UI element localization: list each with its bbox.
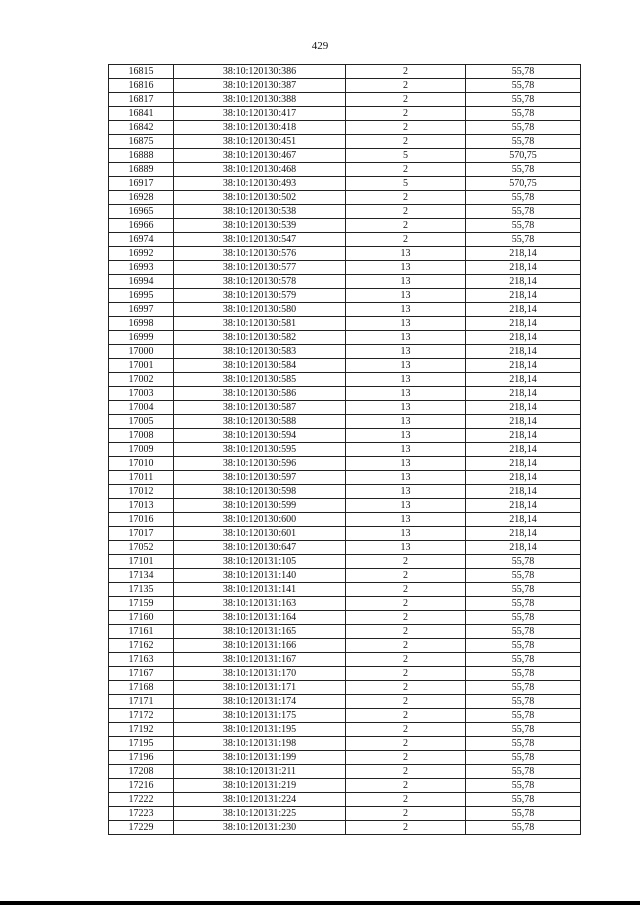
- row-number-cell: 17159: [109, 597, 174, 611]
- row-number-cell: 16997: [109, 303, 174, 317]
- table-row: [109, 597, 581, 611]
- row-number-cell: 17017: [109, 527, 174, 541]
- quantity-cell: 13: [346, 401, 466, 415]
- row-number-cell: 17135: [109, 583, 174, 597]
- value-cell: 218,14: [466, 247, 581, 261]
- table-row: [109, 65, 581, 79]
- value-cell: 218,14: [466, 527, 581, 541]
- table-row: [109, 667, 581, 681]
- row-number-cell: 17010: [109, 457, 174, 471]
- row-number-cell: 16917: [109, 177, 174, 191]
- quantity-cell: 13: [346, 443, 466, 457]
- row-number-cell: 16815: [109, 65, 174, 79]
- row-number-cell: 17013: [109, 499, 174, 513]
- cadastral-number-cell: 38:10:120130:451: [174, 135, 346, 149]
- cadastral-number-cell: 38:10:120130:595: [174, 443, 346, 457]
- quantity-cell: 13: [346, 387, 466, 401]
- quantity-cell: 13: [346, 513, 466, 527]
- value-cell: 55,78: [466, 79, 581, 93]
- row-number-cell: 17011: [109, 471, 174, 485]
- value-cell: 55,78: [466, 751, 581, 765]
- cadastral-number-cell: 38:10:120130:581: [174, 317, 346, 331]
- row-number-cell: 16842: [109, 121, 174, 135]
- quantity-cell: 13: [346, 247, 466, 261]
- value-cell: 218,14: [466, 429, 581, 443]
- table-row: [109, 639, 581, 653]
- cadastral-number-cell: 38:10:120131:171: [174, 681, 346, 695]
- table-row: [109, 359, 581, 373]
- table-row: [109, 527, 581, 541]
- cadastral-number-cell: 38:10:120131:141: [174, 583, 346, 597]
- table-row: [109, 289, 581, 303]
- quantity-cell: 13: [346, 275, 466, 289]
- cadastral-number-cell: 38:10:120131:167: [174, 653, 346, 667]
- cadastral-number-cell: 38:10:120130:418: [174, 121, 346, 135]
- cadastral-number-cell: 38:10:120130:538: [174, 205, 346, 219]
- table-row: [109, 737, 581, 751]
- quantity-cell: 13: [346, 359, 466, 373]
- page-number: 429: [311, 40, 329, 52]
- table-row: [109, 331, 581, 345]
- value-cell: 218,14: [466, 275, 581, 289]
- row-number-cell: 17229: [109, 821, 174, 835]
- value-cell: 55,78: [466, 737, 581, 751]
- table-row: [109, 303, 581, 317]
- row-number-cell: 16888: [109, 149, 174, 163]
- row-number-cell: 16841: [109, 107, 174, 121]
- value-cell: 218,14: [466, 331, 581, 345]
- value-cell: 55,78: [466, 653, 581, 667]
- row-number-cell: 17001: [109, 359, 174, 373]
- table-row: [109, 709, 581, 723]
- row-number-cell: 17208: [109, 765, 174, 779]
- quantity-cell: 2: [346, 163, 466, 177]
- row-number-cell: 17216: [109, 779, 174, 793]
- cadastral-number-cell: 38:10:120131:224: [174, 793, 346, 807]
- cadastral-number-cell: 38:10:120130:597: [174, 471, 346, 485]
- row-number-cell: 17003: [109, 387, 174, 401]
- quantity-cell: 13: [346, 485, 466, 499]
- table-row: [109, 779, 581, 793]
- value-cell: 55,78: [466, 779, 581, 793]
- table-row: [109, 163, 581, 177]
- table-row: [109, 401, 581, 415]
- value-cell: 218,14: [466, 261, 581, 275]
- value-cell: 218,14: [466, 499, 581, 513]
- quantity-cell: 2: [346, 569, 466, 583]
- value-cell: 55,78: [466, 765, 581, 779]
- table-row: [109, 765, 581, 779]
- value-cell: 218,14: [466, 289, 581, 303]
- table-row: [109, 79, 581, 93]
- cadastral-number-cell: 38:10:120131:175: [174, 709, 346, 723]
- quantity-cell: 2: [346, 135, 466, 149]
- cadastral-number-cell: 38:10:120131:219: [174, 779, 346, 793]
- cadastral-number-cell: 38:10:120130:580: [174, 303, 346, 317]
- cadastral-number-cell: 38:10:120130:594: [174, 429, 346, 443]
- cadastral-number-cell: 38:10:120131:225: [174, 807, 346, 821]
- value-cell: 218,14: [466, 401, 581, 415]
- cadastral-number-cell: 38:10:120131:170: [174, 667, 346, 681]
- quantity-cell: 2: [346, 723, 466, 737]
- table-row: [109, 317, 581, 331]
- value-cell: 218,14: [466, 471, 581, 485]
- cadastral-number-cell: 38:10:120130:600: [174, 513, 346, 527]
- cadastral-number-cell: 38:10:120130:647: [174, 541, 346, 555]
- cadastral-number-cell: 38:10:120130:417: [174, 107, 346, 121]
- value-cell: 218,14: [466, 443, 581, 457]
- table-row: [109, 387, 581, 401]
- cadastral-number-cell: 38:10:120130:583: [174, 345, 346, 359]
- table-row: [109, 233, 581, 247]
- table-row: [109, 135, 581, 149]
- value-cell: 55,78: [466, 93, 581, 107]
- value-cell: 218,14: [466, 345, 581, 359]
- row-number-cell: 17168: [109, 681, 174, 695]
- table-row: [109, 793, 581, 807]
- value-cell: 570,75: [466, 177, 581, 191]
- quantity-cell: 13: [346, 303, 466, 317]
- quantity-cell: 2: [346, 653, 466, 667]
- land-plot-table: [108, 64, 581, 835]
- cadastral-number-cell: 38:10:120131:198: [174, 737, 346, 751]
- value-cell: 55,78: [466, 107, 581, 121]
- table-row: [109, 149, 581, 163]
- row-number-cell: 16992: [109, 247, 174, 261]
- cadastral-number-cell: 38:10:120130:586: [174, 387, 346, 401]
- quantity-cell: 2: [346, 205, 466, 219]
- table-row: [109, 247, 581, 261]
- value-cell: 55,78: [466, 639, 581, 653]
- value-cell: 55,78: [466, 793, 581, 807]
- table-row: [109, 471, 581, 485]
- row-number-cell: 16965: [109, 205, 174, 219]
- table-row: [109, 373, 581, 387]
- table-row: [109, 93, 581, 107]
- cadastral-number-cell: 38:10:120130:386: [174, 65, 346, 79]
- cadastral-number-cell: 38:10:120130:578: [174, 275, 346, 289]
- value-cell: 55,78: [466, 821, 581, 835]
- row-number-cell: 17223: [109, 807, 174, 821]
- cadastral-number-cell: 38:10:120130:588: [174, 415, 346, 429]
- cadastral-number-cell: 38:10:120130:467: [174, 149, 346, 163]
- value-cell: 55,78: [466, 723, 581, 737]
- cadastral-number-cell: 38:10:120131:199: [174, 751, 346, 765]
- value-cell: 55,78: [466, 611, 581, 625]
- value-cell: 218,14: [466, 359, 581, 373]
- quantity-cell: 2: [346, 219, 466, 233]
- quantity-cell: 2: [346, 555, 466, 569]
- row-number-cell: 16816: [109, 79, 174, 93]
- cadastral-number-cell: 38:10:120130:493: [174, 177, 346, 191]
- cadastral-number-cell: 38:10:120131:140: [174, 569, 346, 583]
- value-cell: 218,14: [466, 541, 581, 555]
- value-cell: 218,14: [466, 485, 581, 499]
- row-number-cell: 17196: [109, 751, 174, 765]
- value-cell: 55,78: [466, 555, 581, 569]
- quantity-cell: 2: [346, 79, 466, 93]
- quantity-cell: 2: [346, 793, 466, 807]
- quantity-cell: 13: [346, 499, 466, 513]
- quantity-cell: 2: [346, 611, 466, 625]
- table-row: [109, 485, 581, 499]
- quantity-cell: 13: [346, 471, 466, 485]
- cadastral-number-cell: 38:10:120130:388: [174, 93, 346, 107]
- table-row: [109, 429, 581, 443]
- table-row: [109, 345, 581, 359]
- cadastral-number-cell: 38:10:120131:211: [174, 765, 346, 779]
- row-number-cell: 17171: [109, 695, 174, 709]
- table-row: [109, 611, 581, 625]
- value-cell: 570,75: [466, 149, 581, 163]
- cadastral-number-cell: 38:10:120131:163: [174, 597, 346, 611]
- value-cell: 218,14: [466, 303, 581, 317]
- value-cell: 218,14: [466, 387, 581, 401]
- quantity-cell: 5: [346, 149, 466, 163]
- quantity-cell: 13: [346, 541, 466, 555]
- table-row: [109, 695, 581, 709]
- value-cell: 55,78: [466, 135, 581, 149]
- cadastral-number-cell: 38:10:120130:539: [174, 219, 346, 233]
- row-number-cell: 17161: [109, 625, 174, 639]
- value-cell: 55,78: [466, 583, 581, 597]
- value-cell: 55,78: [466, 233, 581, 247]
- cadastral-number-cell: 38:10:120130:601: [174, 527, 346, 541]
- quantity-cell: 13: [346, 289, 466, 303]
- table-row: [109, 583, 581, 597]
- row-number-cell: 16875: [109, 135, 174, 149]
- row-number-cell: 17163: [109, 653, 174, 667]
- cadastral-number-cell: 38:10:120130:387: [174, 79, 346, 93]
- value-cell: 55,78: [466, 121, 581, 135]
- value-cell: 55,78: [466, 709, 581, 723]
- table-row: [109, 261, 581, 275]
- quantity-cell: 13: [346, 457, 466, 471]
- value-cell: 55,78: [466, 807, 581, 821]
- cadastral-number-cell: 38:10:120131:195: [174, 723, 346, 737]
- table-row: [109, 121, 581, 135]
- row-number-cell: 16817: [109, 93, 174, 107]
- value-cell: 55,78: [466, 219, 581, 233]
- table-row: [109, 205, 581, 219]
- table-row: [109, 541, 581, 555]
- quantity-cell: 2: [346, 65, 466, 79]
- row-number-cell: 17009: [109, 443, 174, 457]
- cadastral-number-cell: 38:10:120131:166: [174, 639, 346, 653]
- quantity-cell: 2: [346, 765, 466, 779]
- row-number-cell: 16928: [109, 191, 174, 205]
- row-number-cell: 17162: [109, 639, 174, 653]
- cadastral-number-cell: 38:10:120130:598: [174, 485, 346, 499]
- cadastral-number-cell: 38:10:120131:165: [174, 625, 346, 639]
- quantity-cell: 13: [346, 373, 466, 387]
- row-number-cell: 16974: [109, 233, 174, 247]
- table-row: [109, 681, 581, 695]
- row-number-cell: 16998: [109, 317, 174, 331]
- row-number-cell: 17012: [109, 485, 174, 499]
- cadastral-number-cell: 38:10:120131:174: [174, 695, 346, 709]
- quantity-cell: 2: [346, 233, 466, 247]
- table-body: [109, 65, 581, 835]
- quantity-cell: 2: [346, 695, 466, 709]
- quantity-cell: 2: [346, 121, 466, 135]
- quantity-cell: 2: [346, 93, 466, 107]
- value-cell: 55,78: [466, 695, 581, 709]
- quantity-cell: 2: [346, 597, 466, 611]
- quantity-cell: 2: [346, 625, 466, 639]
- quantity-cell: 13: [346, 345, 466, 359]
- table-row: [109, 653, 581, 667]
- cadastral-number-cell: 38:10:120130:468: [174, 163, 346, 177]
- value-cell: 218,14: [466, 513, 581, 527]
- value-cell: 218,14: [466, 457, 581, 471]
- table-row: [109, 821, 581, 835]
- quantity-cell: 13: [346, 429, 466, 443]
- cadastral-number-cell: 38:10:120130:502: [174, 191, 346, 205]
- table-row: [109, 625, 581, 639]
- row-number-cell: 17167: [109, 667, 174, 681]
- row-number-cell: 17134: [109, 569, 174, 583]
- quantity-cell: 2: [346, 583, 466, 597]
- row-number-cell: 16994: [109, 275, 174, 289]
- row-number-cell: 17222: [109, 793, 174, 807]
- quantity-cell: 13: [346, 261, 466, 275]
- value-cell: 55,78: [466, 667, 581, 681]
- value-cell: 55,78: [466, 597, 581, 611]
- table-row: [109, 443, 581, 457]
- table-row: [109, 499, 581, 513]
- cadastral-number-cell: 38:10:120130:587: [174, 401, 346, 415]
- row-number-cell: 17192: [109, 723, 174, 737]
- row-number-cell: 17052: [109, 541, 174, 555]
- quantity-cell: 2: [346, 191, 466, 205]
- value-cell: 55,78: [466, 681, 581, 695]
- quantity-cell: 2: [346, 709, 466, 723]
- table-row: [109, 457, 581, 471]
- row-number-cell: 17004: [109, 401, 174, 415]
- value-cell: 55,78: [466, 569, 581, 583]
- row-number-cell: 17005: [109, 415, 174, 429]
- cadastral-number-cell: 38:10:120131:164: [174, 611, 346, 625]
- cadastral-number-cell: 38:10:120130:599: [174, 499, 346, 513]
- table-row: [109, 177, 581, 191]
- value-cell: 55,78: [466, 191, 581, 205]
- row-number-cell: 17195: [109, 737, 174, 751]
- quantity-cell: 13: [346, 331, 466, 345]
- table-row: [109, 191, 581, 205]
- quantity-cell: 2: [346, 807, 466, 821]
- quantity-cell: 2: [346, 779, 466, 793]
- cadastral-number-cell: 38:10:120130:577: [174, 261, 346, 275]
- row-number-cell: 17160: [109, 611, 174, 625]
- value-cell: 55,78: [466, 163, 581, 177]
- table-row: [109, 219, 581, 233]
- row-number-cell: 16993: [109, 261, 174, 275]
- quantity-cell: 2: [346, 667, 466, 681]
- cadastral-number-cell: 38:10:120131:105: [174, 555, 346, 569]
- row-number-cell: 17000: [109, 345, 174, 359]
- row-number-cell: 16995: [109, 289, 174, 303]
- table-row: [109, 807, 581, 821]
- table-row: [109, 415, 581, 429]
- table-row: [109, 107, 581, 121]
- row-number-cell: 17016: [109, 513, 174, 527]
- cadastral-number-cell: 38:10:120130:585: [174, 373, 346, 387]
- cadastral-number-cell: 38:10:120130:596: [174, 457, 346, 471]
- quantity-cell: 2: [346, 821, 466, 835]
- cadastral-number-cell: 38:10:120130:576: [174, 247, 346, 261]
- cadastral-number-cell: 38:10:120130:582: [174, 331, 346, 345]
- value-cell: 55,78: [466, 205, 581, 219]
- row-number-cell: 17008: [109, 429, 174, 443]
- quantity-cell: 13: [346, 527, 466, 541]
- scan-bottom-edge: [0, 901, 640, 905]
- table-row: [109, 555, 581, 569]
- quantity-cell: 2: [346, 107, 466, 121]
- table-row: [109, 275, 581, 289]
- table-row: [109, 723, 581, 737]
- row-number-cell: 17002: [109, 373, 174, 387]
- quantity-cell: 2: [346, 751, 466, 765]
- value-cell: 55,78: [466, 625, 581, 639]
- cadastral-number-cell: 38:10:120130:579: [174, 289, 346, 303]
- row-number-cell: 16889: [109, 163, 174, 177]
- table-row: [109, 569, 581, 583]
- cadastral-number-cell: 38:10:120130:547: [174, 233, 346, 247]
- quantity-cell: 2: [346, 737, 466, 751]
- value-cell: 218,14: [466, 373, 581, 387]
- row-number-cell: 17101: [109, 555, 174, 569]
- quantity-cell: 2: [346, 639, 466, 653]
- value-cell: 55,78: [466, 65, 581, 79]
- table-row: [109, 513, 581, 527]
- quantity-cell: 13: [346, 317, 466, 331]
- quantity-cell: 2: [346, 681, 466, 695]
- row-number-cell: 16999: [109, 331, 174, 345]
- value-cell: 218,14: [466, 317, 581, 331]
- row-number-cell: 17172: [109, 709, 174, 723]
- cadastral-number-cell: 38:10:120131:230: [174, 821, 346, 835]
- quantity-cell: 5: [346, 177, 466, 191]
- row-number-cell: 16966: [109, 219, 174, 233]
- cadastral-number-cell: 38:10:120130:584: [174, 359, 346, 373]
- quantity-cell: 13: [346, 415, 466, 429]
- value-cell: 218,14: [466, 415, 581, 429]
- table-row: [109, 751, 581, 765]
